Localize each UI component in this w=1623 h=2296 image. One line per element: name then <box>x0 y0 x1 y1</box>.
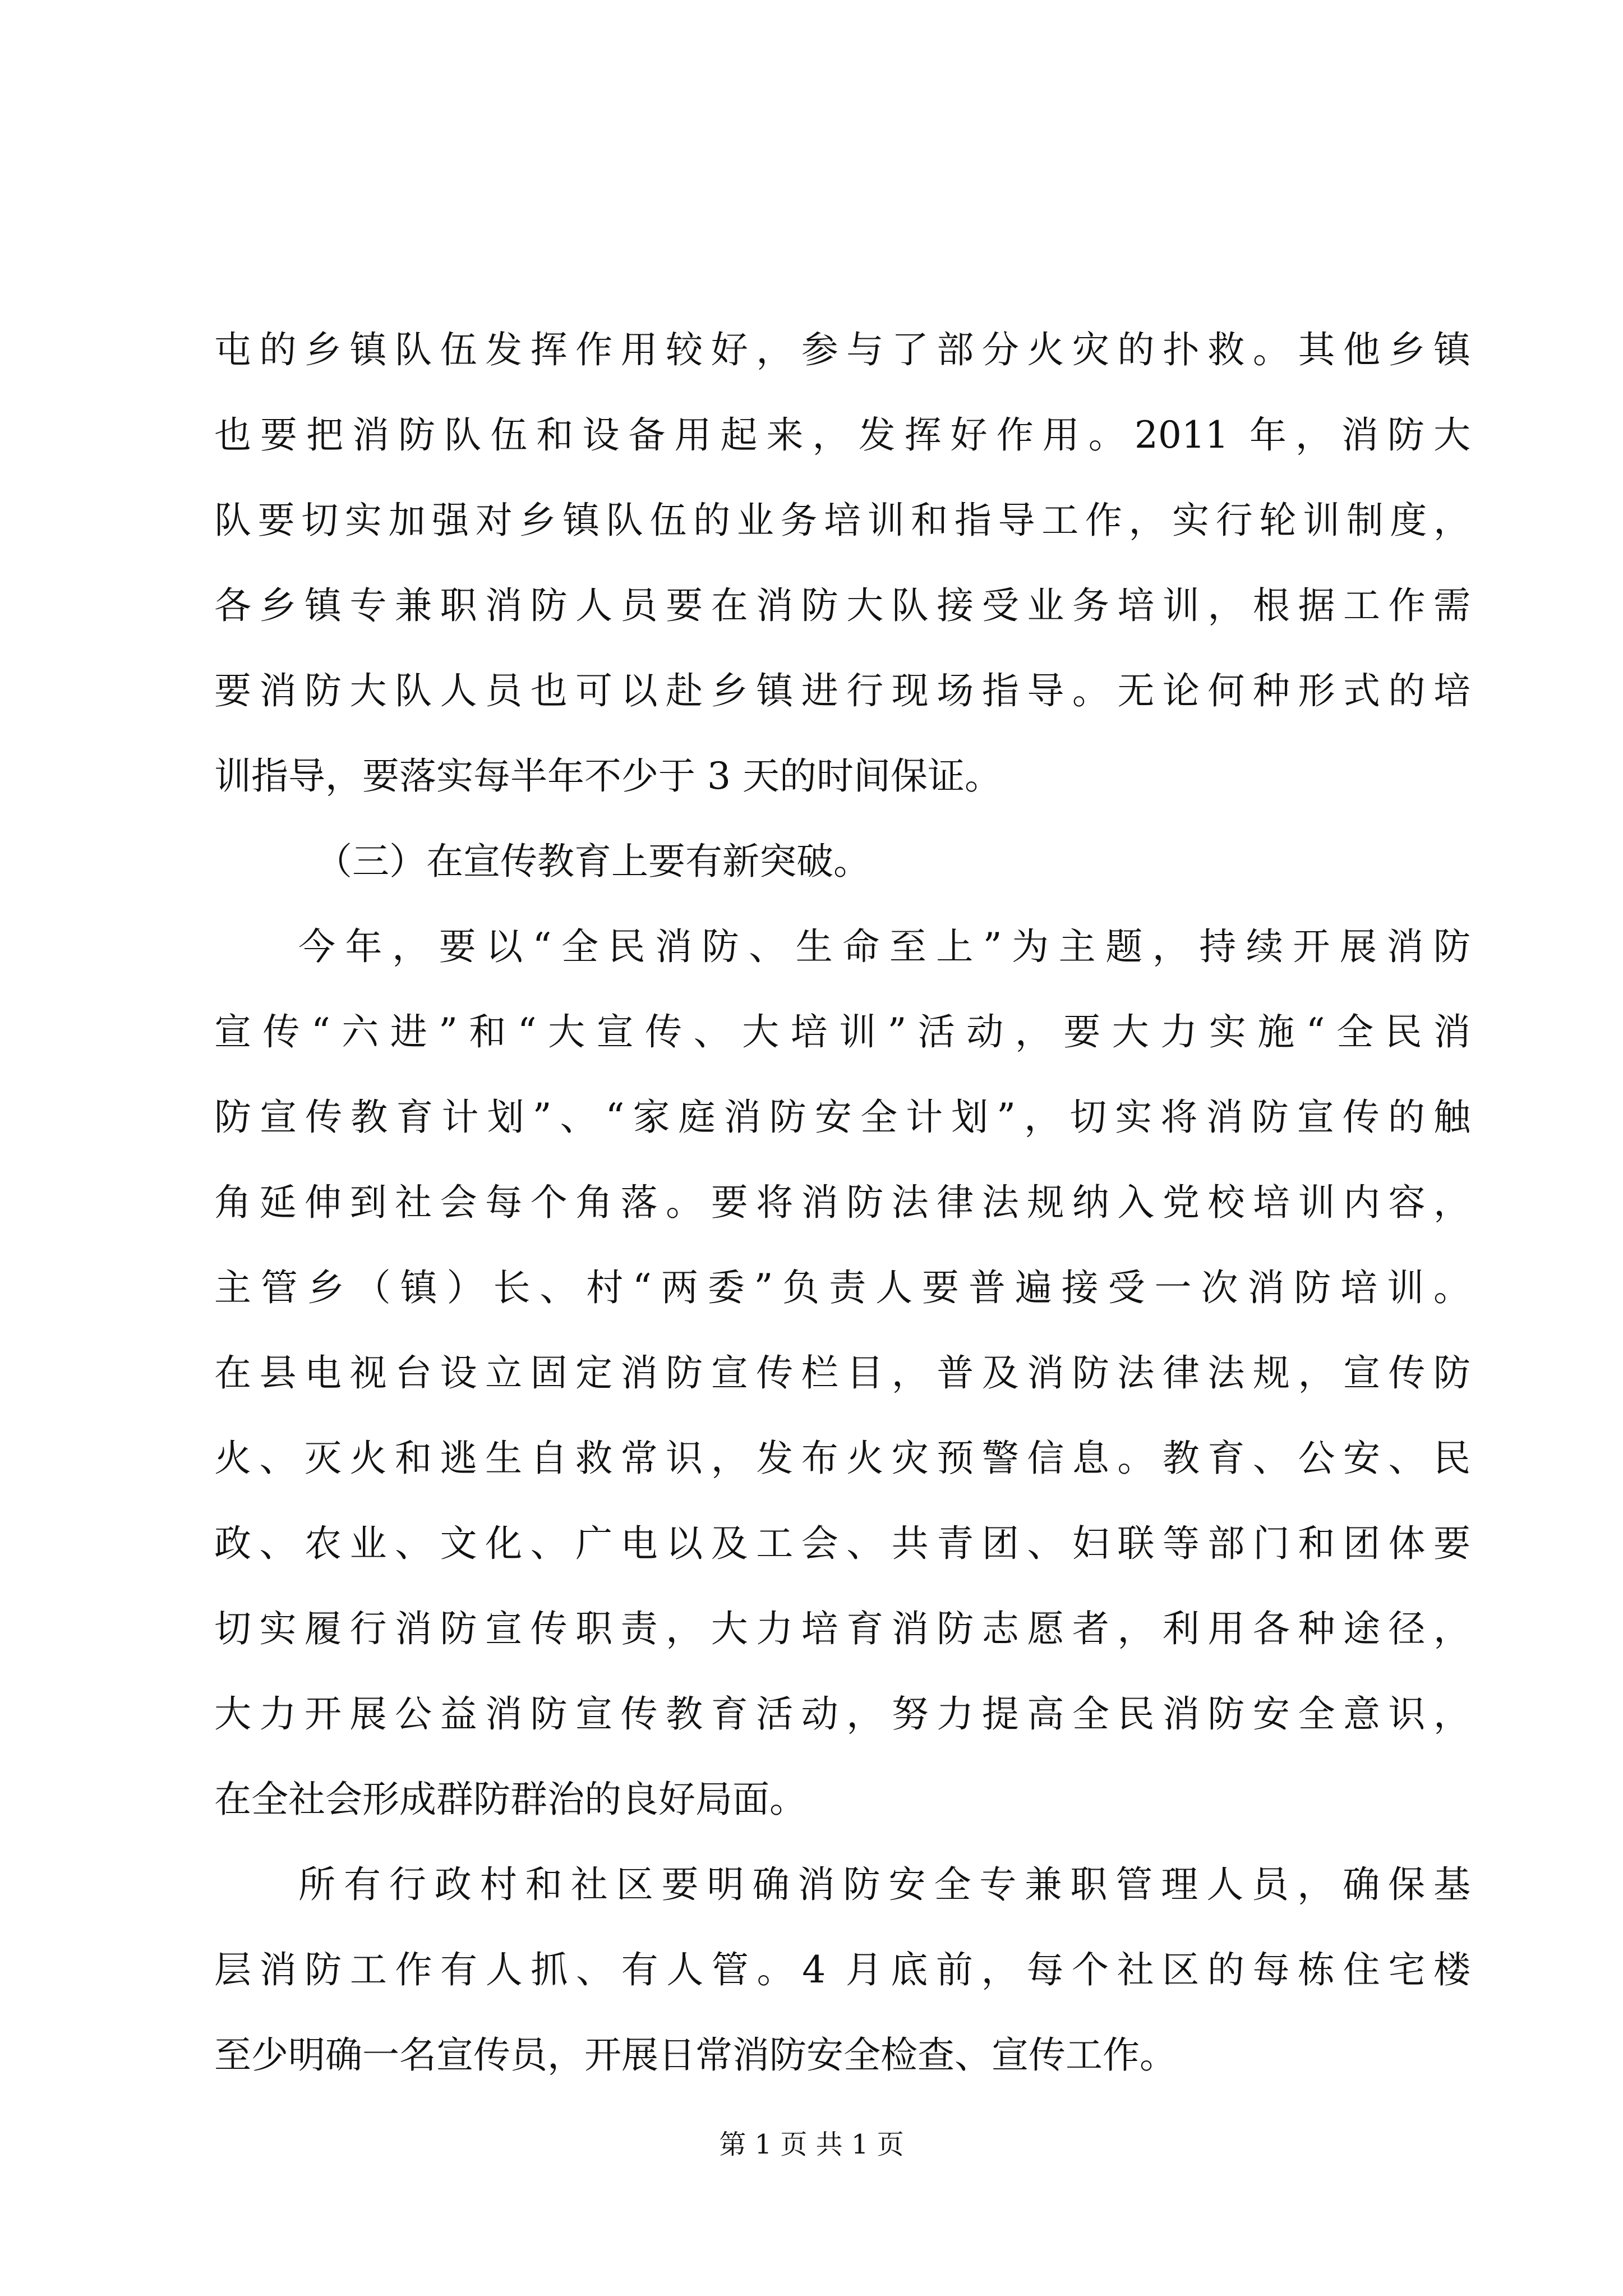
paragraph-line: 屯的乡镇队伍发挥作用较好，参与了部分火灾的扑救。其他乡镇 <box>214 328 1470 371</box>
paragraph-line: 要消防大队人员也可以赴乡镇进行现场指导。无论何种形式的培 <box>214 669 1470 712</box>
paragraph-line: 训指导，要落实每半年不少于 3 天的时间保证。 <box>214 754 1002 798</box>
paragraph-line: 今年，要以“全民消防、生命至上”为主题，持续开展消防 <box>298 925 1470 968</box>
paragraph-line: 各乡镇专兼职消防人员要在消防大队接受业务培训，根据工作需 <box>214 584 1470 627</box>
paragraph-line: 防宣传教育计划”、“家庭消防安全计划”，切实将消防宣传的触 <box>214 1096 1470 1139</box>
paragraph-line: 切实履行消防宣传职责，大力培育消防志愿者，利用各种途径， <box>214 1607 1470 1650</box>
paragraph-line: 在县电视台设立固定消防宣传栏目，普及消防法律法规，宣传防 <box>214 1351 1470 1395</box>
paragraph-line: 队要切实加强对乡镇队伍的业务培训和指导工作，实行轮训制度， <box>214 499 1470 542</box>
paragraph-line: 层消防工作有人抓、有人管。4 月底前，每个社区的每栋住宅楼 <box>214 1948 1470 1991</box>
paragraph-line: 角延伸到社会每个角落。要将消防法律法规纳入党校培训内容， <box>214 1181 1470 1224</box>
paragraph-line: 宣传“六进”和“大宣传、大培训”活动，要大力实施“全民消 <box>214 1010 1470 1053</box>
paragraph-line: 至少明确一名宣传员，开展日常消防安全检查、宣传工作。 <box>214 2033 1177 2077</box>
paragraph-line: 所有行政村和社区要明确消防安全专兼职管理人员，确保基 <box>298 1863 1470 1906</box>
paragraph-line: 火、灭火和逃生自救常识，发布火灾预警信息。教育、公安、民 <box>214 1437 1470 1480</box>
section-heading: （三）在宣传教育上要有新突破。 <box>315 840 870 883</box>
paragraph-line: 大力开展公益消防宣传教育活动，努力提高全民消防安全意识， <box>214 1692 1470 1736</box>
paragraph-line: 主管乡（镇）长、村“两委”负责人要普遍接受一次消防培训。 <box>214 1266 1470 1309</box>
paragraph-line: 在全社会形成群防群治的良好局面。 <box>214 1778 806 1821</box>
page-footer <box>0 2125 1623 2164</box>
document-body <box>214 307 1470 2098</box>
paragraph-line: 也要把消防队伍和设备用起来，发挥好作用。2011 年，消防大 <box>214 413 1470 457</box>
paragraph-line: 政、农业、文化、广电以及工会、共青团、妇联等部门和团体要 <box>214 1522 1470 1565</box>
page-number-label: 第 1 页 共 1 页 <box>719 2129 904 2160</box>
